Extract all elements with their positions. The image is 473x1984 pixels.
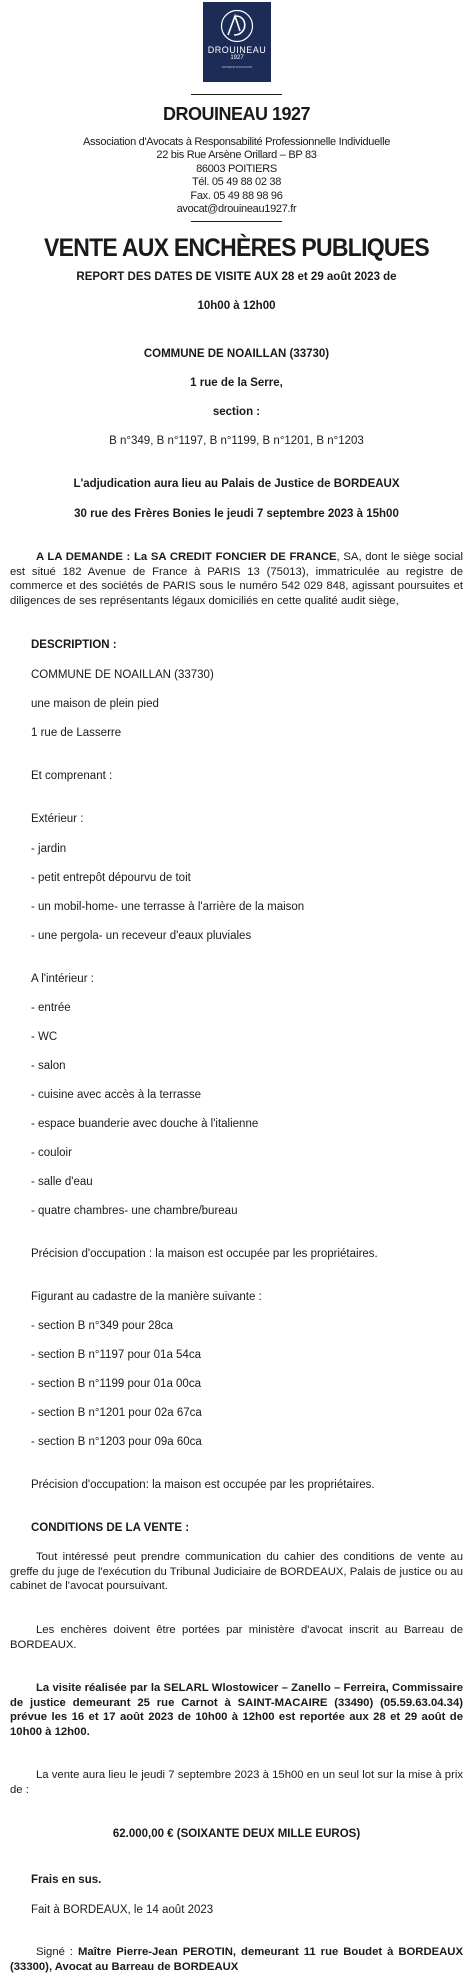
- visit-paragraph: La visite réalisée par la SELARL Wlostowicer – Zanello – Ferreira, Commissaire de justice demeurant 25 rue Carnot à SAINT-MACAIRE (33490) (05.59.63.04.34) prévue les 16 et 17 août 2023 de 10h00 à 12h00 est reportée aux 28 et 29 août de 10h00 à 12h00.: [10, 1682, 463, 1738]
- description-line: Précision d'occupation : la maison est occupée par les propriétaires.: [31, 1248, 378, 1260]
- description-line: COMMUNE DE NOAILLAN (33730): [31, 669, 214, 681]
- description-line: Extérieur :: [31, 813, 84, 825]
- report-line-2: 10h00 à 12h00: [197, 300, 276, 312]
- notice-title: VENTE AUX ENCHÈRES PUBLIQUES: [44, 234, 429, 262]
- description-line: - entrée: [31, 1002, 71, 1014]
- description-line: Et comprenant :: [31, 770, 113, 782]
- description-line: - petit entrepôt dépourvu de toit: [31, 872, 191, 884]
- description-line: Figurant au cadastre de la manière suivante :: [31, 1291, 262, 1303]
- description-line: A l'intérieur :: [31, 973, 94, 985]
- description-line: - salle d'eau: [31, 1176, 93, 1188]
- description-line: - espace buanderie avec douche à l'italienne: [31, 1118, 259, 1130]
- demande-paragraph: [10, 550, 463, 608]
- address-line: Association d'Avocats à Responsabilité Professionnelle Individuelle: [82, 136, 391, 148]
- description-line: une maison de plein pied: [31, 698, 159, 710]
- description-line: - quatre chambres- une chambre/bureau: [31, 1205, 238, 1217]
- ad-monogram-icon: [220, 9, 254, 43]
- demande-rest: , SA, dont le siège social est situé 182 Avenue de France à PARIS 13 (75013), immatriculée au registre de commerce et des sociétés de PARIS sous le numéro 542 029 848, agissant poursuites et diligences de ses représentants légaux domiciliés en cette qualité audit siège,: [10, 551, 463, 607]
- logo-tagline: SOCIETE D'AVOCATS: [221, 65, 253, 69]
- description-line: - section B n°349 pour 28ca: [31, 1320, 174, 1332]
- adjudication-line-1: L'adjudication aura lieu au Palais de Justice de BORDEAUX: [73, 478, 400, 490]
- address-line: 22 bis Rue Arsène Orillard – BP 83: [156, 149, 317, 162]
- report-line-1: REPORT DES DATES DE VISITE AUX 28 et 29 août 2023 de: [76, 271, 397, 283]
- description-line: - section B n°1201 pour 02a 67ca: [31, 1407, 202, 1419]
- frais-line: Frais en sus.: [31, 1874, 102, 1886]
- description-line: - une pergola- un receveur d'eaux pluviales: [31, 930, 252, 942]
- street: 1 rue de la Serre,: [190, 377, 283, 389]
- title-divider: [191, 221, 282, 222]
- description-line: - un mobil-home- une terrasse à l'arrière de la maison: [31, 901, 305, 913]
- sale-paragraph: La vente aura lieu le jeudi 7 septembre 2023 à 15h00 en un seul lot sur la mise à prix de :: [10, 1769, 463, 1796]
- description-line: 1 rue de Lasserre: [31, 727, 122, 739]
- conditions-paragraph: Tout intéressé peut prendre communication du cahier des conditions de vente au greffe du juge de l'exécution du Tribunal Judiciaire de BORDEAUX, Palais de justice ou au cabinet de l'avocat poursuivant.: [10, 1551, 463, 1593]
- signature-paragraph: [10, 1945, 463, 1974]
- description-line: - section B n°1197 pour 01a 54ca: [31, 1349, 201, 1361]
- description-line: - salon: [31, 1060, 66, 1072]
- description-line: - cuisine avec accès à la terrasse: [31, 1089, 202, 1101]
- header-divider: [191, 94, 282, 95]
- firm-name: DROUINEAU 1927: [162, 104, 311, 124]
- description-line: - section B n°1203 pour 09a 60ca: [31, 1436, 202, 1448]
- section-label: section :: [212, 406, 261, 418]
- conditions-paragraph: Les enchères doivent être portées par ministère d'avocat inscrit au Barreau de BORDEAUX.: [10, 1624, 463, 1651]
- firm-logo: [203, 2, 271, 82]
- fait-line: Fait à BORDEAUX, le 14 août 2023: [31, 1904, 214, 1916]
- address-email: avocat@drouineau1927.fr: [176, 203, 297, 216]
- reserve-price: 62.000,00 € (SOIXANTE DEUX MILLE EUROS): [112, 1828, 361, 1840]
- commune: COMMUNE DE NOAILLAN (33730): [143, 348, 330, 360]
- description-line: - couloir: [31, 1147, 72, 1159]
- logo-brand: DROUINEAU: [207, 45, 267, 55]
- address-line: Tél. 05 49 88 02 38: [191, 176, 282, 189]
- section-list: B n°349, B n°1197, B n°1199, B n°1201, B n°1203: [109, 435, 364, 447]
- conditions-heading: CONDITIONS DE LA VENTE :: [31, 1522, 190, 1534]
- firm-address: [0, 136, 473, 216]
- logo-year: 1927: [230, 55, 244, 61]
- adjudication-line-2: 30 rue des Frères Bonies le jeudi 7 septembre 2023 à 15h00: [74, 508, 399, 520]
- signature-name: Maître Pierre-Jean PEROTIN, demeurant 11 rue Boudet à BORDEAUX (33300), Avocat au Barreau de BORDEAUX: [10, 1946, 463, 1973]
- description-line: - section B n°1199 pour 01a 00ca: [31, 1378, 201, 1390]
- description-line: - WC: [31, 1031, 58, 1043]
- signature-prefix: Signé :: [36, 1946, 78, 1958]
- description-line: Précision d'occupation: la maison est occupée par les propriétaires.: [31, 1479, 375, 1491]
- description-line: - jardin: [31, 843, 67, 855]
- address-line: Fax. 05 49 88 98 96: [190, 189, 283, 202]
- description-heading: DESCRIPTION :: [31, 639, 117, 651]
- demande-bold: A LA DEMANDE : La SA CREDIT FONCIER DE FRANCE: [36, 551, 337, 563]
- address-line: 86003 POITIERS: [196, 162, 277, 175]
